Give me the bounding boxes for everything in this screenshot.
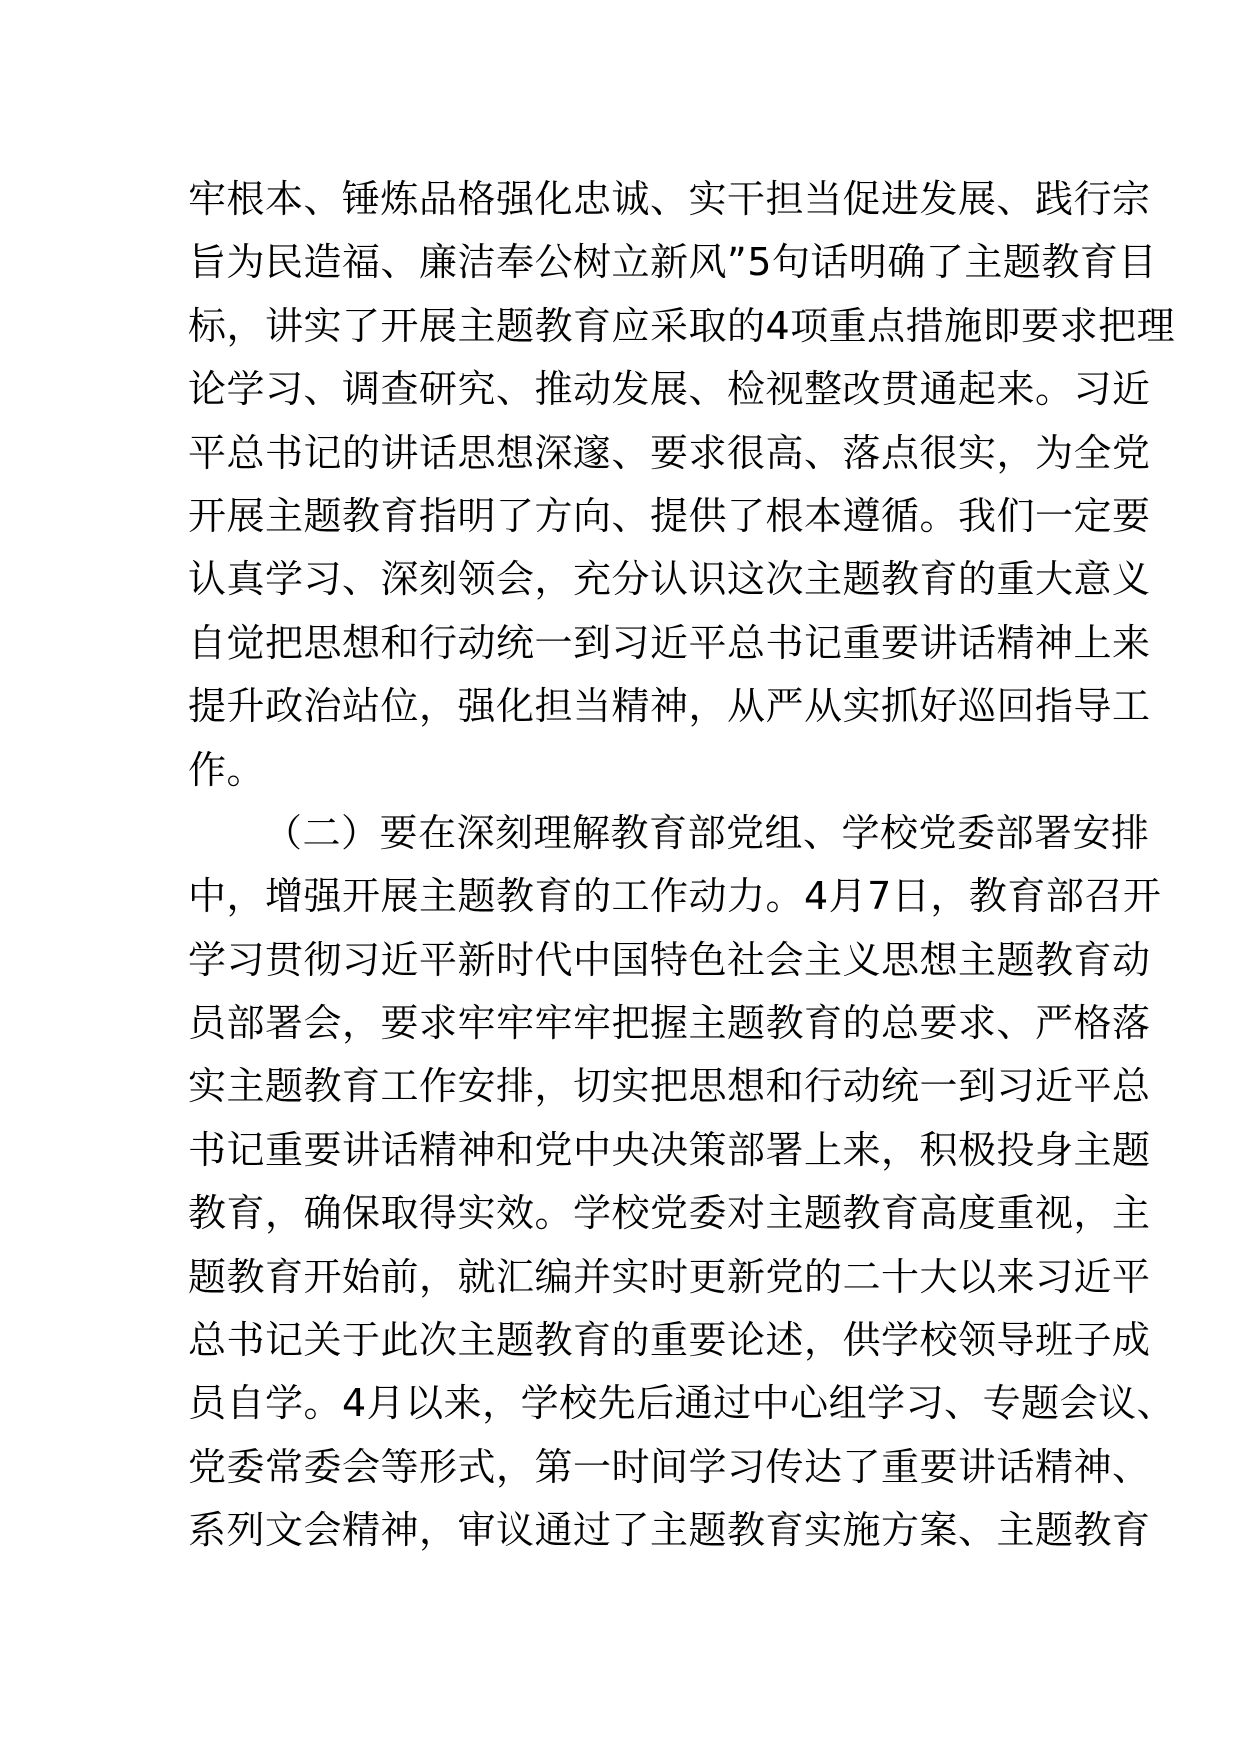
text-line: 党委常委会等形式，第一时间学习传达了重要讲话精神、 [188, 1444, 1151, 1489]
text-line: 作。 [188, 747, 266, 792]
text-line: 牢根本、锤炼品格强化忠诚、实干担当促进发展、践行宗 [188, 177, 1151, 221]
text-line: 标，讲实了开展主题教育应采取的4项重点措施即要求把理 [188, 303, 1176, 348]
text-line: 员部署会，要求牢牢牢牢把握主题教育的总要求、严格落 [188, 1001, 1151, 1046]
text-line: 员自学。4月以来，学校先后通过中心组学习、专题会议、 [188, 1381, 1176, 1426]
text-line: 旨为民造福、廉洁奉公树立新风”5句话明确了主题教育目 [188, 240, 1157, 285]
document-body [188, 168, 1176, 1563]
text-line: 认真学习、深刻领会，充分认识这次主题教育的重大意义 [188, 557, 1151, 602]
text-line: 书记重要讲话精神和党中央决策部署上来，积极投身主题 [188, 1127, 1151, 1172]
text-line: 教育，确保取得实效。学校党委对主题教育高度重视，主 [188, 1191, 1151, 1236]
text-line: 论学习、调查研究、推动发展、检视整改贯通起来。习近 [188, 367, 1151, 412]
text-line: 提升政治站位，强化担当精神，从严从实抓好巡回指导工 [188, 684, 1151, 729]
section-heading-line: （二）要在深刻理解教育部党组、学校党委部署安排 [264, 810, 1150, 855]
text-line: 题教育开始前，就汇编并实时更新党的二十大以来习近平 [188, 1254, 1151, 1299]
text-line: 学习贯彻习近平新时代中国特色社会主义思想主题教育动 [188, 937, 1151, 982]
text-line: 中，增强开展主题教育的工作动力。4月7日，教育部召开 [188, 874, 1162, 919]
text-line: 开展主题教育指明了方向、提供了根本遵循。我们一定要 [188, 493, 1151, 538]
text-line: 实主题教育工作安排，切实把思想和行动统一到习近平总 [188, 1064, 1151, 1109]
text-line: 系列文会精神，审议通过了主题教育实施方案、主题教育 [188, 1508, 1151, 1553]
text-line: 平总书记的讲话思想深邃、要求很高、落点很实，为全党 [188, 430, 1151, 475]
text-line: 自觉把思想和行动统一到习近平总书记重要讲话精神上来 [188, 620, 1151, 665]
text-line: 总书记关于此次主题教育的重要论述，供学校领导班子成 [188, 1318, 1151, 1363]
